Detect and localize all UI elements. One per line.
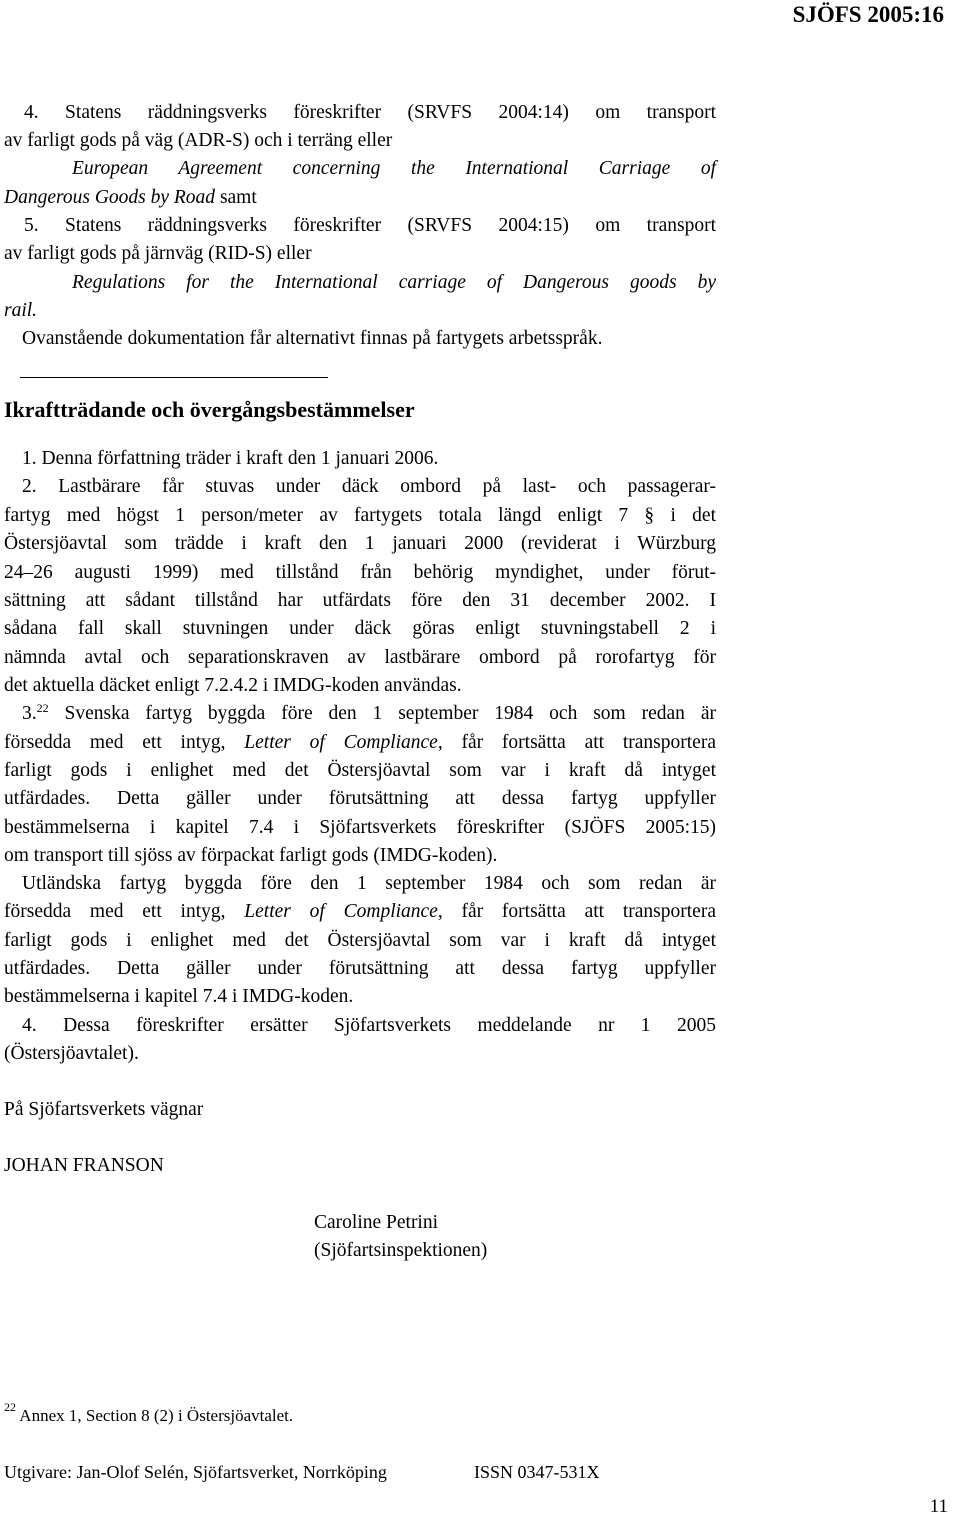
paragraph-foreign-line-2 xyxy=(4,898,716,927)
page-number: 11 xyxy=(929,1496,948,1517)
paragraph-1: 1. Denna författning träder i kraft den 1 januari 2006. xyxy=(22,448,439,469)
footnote-number: 22 xyxy=(4,1400,16,1414)
paragraph-2-line: 24–26 augusti 1999) med tillstånd från behörig myndighet, under förut- xyxy=(4,562,716,583)
item-5-line-1: 5. Statens räddningsverks föreskrifter (SRVFS 2004:15) om transport xyxy=(24,215,716,236)
item-5-line-3 xyxy=(72,269,716,298)
paragraph-foreign-line: utfärdades. Detta gäller under förutsättning att dessa fartyg uppfyller xyxy=(4,958,716,979)
paragraph-3-line: bestämmelserna i kapitel 7.4 i Sjöfartsverkets föreskrifter (SJÖFS 2005:15) xyxy=(4,817,716,838)
paragraph-foreign-line: farligt gods i enlighet med det Östersjöavtal som var i kraft då intyget xyxy=(4,930,716,951)
paragraph-foreign-line-1: Utländska fartyg byggda före den 1 september 1984 och som redan är xyxy=(22,873,716,894)
paragraph-2-line: Östersjöavtal som trädde i kraft den 1 januari 2000 (reviderat i Würzburg xyxy=(4,533,716,554)
footnote-text: Annex 1, Section 8 (2) i Östersjöavtalet. xyxy=(16,1406,294,1425)
co-signatory-department: (Sjöfartsinspektionen) xyxy=(314,1240,488,1261)
paragraph-3-line-2 xyxy=(4,729,716,758)
paragraph-2-last-line: det aktuella däcket enligt 7.2.4.2 i IMDG-koden användas. xyxy=(4,675,462,696)
item-5-line-2: av farligt gods på järnväg (RID-S) eller xyxy=(4,243,312,264)
footnote xyxy=(4,1400,294,1426)
paragraph-3-last-line: om transport till sjöss av förpackat farligt gods (IMDG-koden). xyxy=(4,845,498,866)
paragraph-foreign-last-line: bestämmelserna i kapitel 7.4 i IMDG-koden. xyxy=(4,986,354,1007)
documentation-note: Ovanstående dokumentation får alternativt finnas på fartygets arbetsspråk. xyxy=(22,328,603,349)
paragraph-3-text: försedda med ett intyg, xyxy=(4,732,245,753)
item-4-title: European Agreement concerning the International Carriage of xyxy=(72,158,716,179)
letter-of-compliance: Letter of Compliance xyxy=(244,901,438,922)
item-4-conj: samt xyxy=(215,187,257,208)
paragraph-4-line-1: 4. Dessa föreskrifter ersätter Sjöfartsverkets meddelande nr 1 2005 xyxy=(22,1015,716,1036)
paragraph-3-text: Svenska fartyg byggda före den 1 september 1984 och som redan är xyxy=(48,703,716,724)
paragraph-foreign-text: , får fortsätta att transportera xyxy=(437,901,716,922)
paragraph-3-line: farligt gods i enlighet med det Östersjöavtal som var i kraft då intyget xyxy=(4,760,716,781)
signatory-name: JOHAN FRANSON xyxy=(4,1155,164,1176)
letter-of-compliance: Letter of Compliance xyxy=(244,732,438,753)
item-4-line-2: av farligt gods på väg (ADR-S) och i terräng eller xyxy=(4,130,393,151)
paragraph-2-line: fartyg med högst 1 person/meter av fartygets totala längd enligt 7 § i det xyxy=(4,505,716,526)
paragraph-3-line: utfärdades. Detta gäller under förutsättning att dessa fartyg uppfyller xyxy=(4,788,716,809)
item-4-title-end: Dangerous Goods by Road xyxy=(4,187,216,208)
paragraph-3-number: 3. xyxy=(22,703,37,724)
paragraph-2-line: 2. Lastbärare får stuvas under däck ombord på last- och passagerar- xyxy=(22,476,716,497)
co-signatory-name: Caroline Petrini xyxy=(314,1212,439,1233)
paragraph-foreign-text: försedda med ett intyg, xyxy=(4,901,245,922)
item-4-line-3 xyxy=(72,155,716,184)
section-heading: Ikraftträdande och övergångsbestämmelser xyxy=(4,397,415,422)
paragraph-2-line: sättning att sådant tillstånd har utfärdats före den 31 december 2002. I xyxy=(4,590,716,611)
on-behalf-line: På Sjöfartsverkets vägnar xyxy=(4,1099,204,1120)
item-4-line-4 xyxy=(4,184,257,213)
paragraph-2-line: sådana fall skall stuvningen under däck göras enligt stuvningstabell 2 i xyxy=(4,618,716,639)
footnote-ref-22[interactable]: 22 xyxy=(36,701,49,715)
item-5-title-end: rail. xyxy=(4,300,38,321)
item-5-line-4 xyxy=(4,297,37,326)
issn: ISSN 0347-531X xyxy=(474,1462,600,1482)
section-divider xyxy=(20,377,328,378)
paragraph-4-line-2: (Östersjöavtalet). xyxy=(4,1043,139,1064)
paragraph-2-line: nämnda avtal och separationskraven av lastbärare ombord på rorofartyg för xyxy=(4,647,716,668)
item-4-line-1: 4. Statens räddningsverks föreskrifter (SRVFS 2004:14) om transport xyxy=(24,102,716,123)
document-code: SJÖFS 2005:16 xyxy=(792,2,944,27)
paragraph-3-line-1 xyxy=(22,700,716,729)
item-5-title: Regulations for the International carriage of Dangerous goods by xyxy=(72,272,716,293)
paragraph-3-text: , får fortsätta att transportera xyxy=(437,732,716,753)
publisher-info: Utgivare: Jan-Olof Selén, Sjöfartsverket, Norrköping xyxy=(4,1462,387,1482)
